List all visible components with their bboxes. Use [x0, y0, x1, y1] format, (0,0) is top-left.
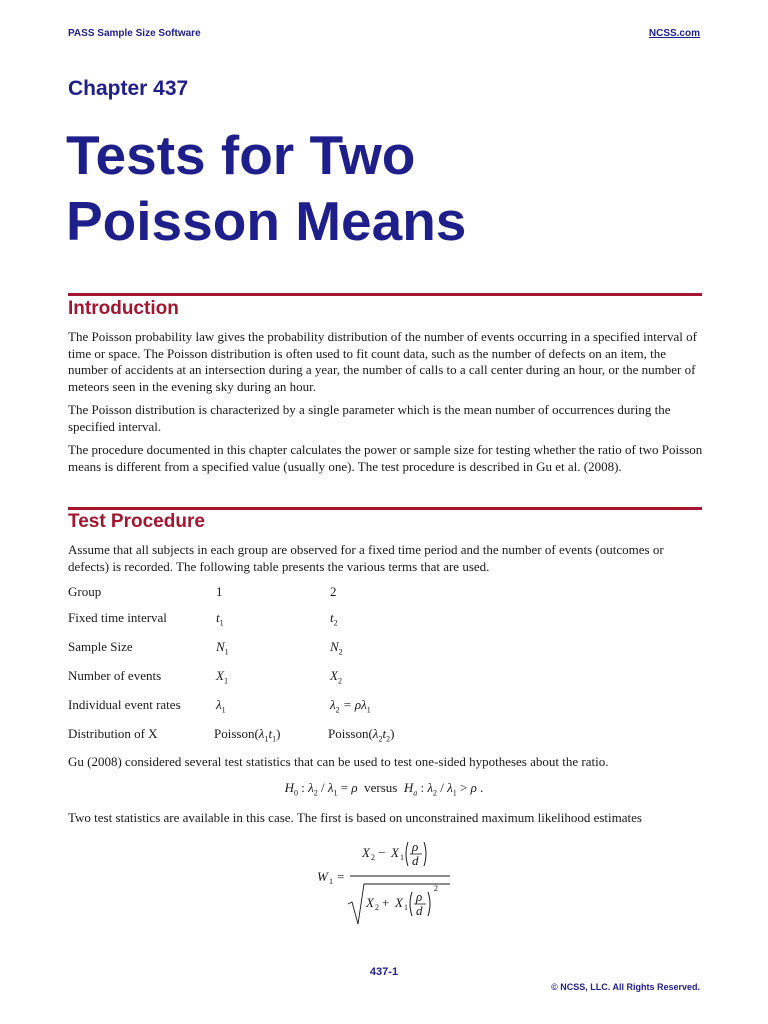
svg-text:X: X — [362, 845, 370, 860]
title-line-2: Poisson Means — [66, 190, 467, 252]
row-label: Sample Size — [68, 639, 133, 654]
svg-text:2: 2 — [375, 903, 379, 912]
chapter-label: Chapter 437 — [68, 77, 189, 100]
symbol-lambda1: $\lambda_1$ — [216, 697, 226, 715]
poisson-group-1: $Poisson(\lambda_1t_1)$ — [214, 726, 281, 744]
row-label: Number of events — [68, 668, 162, 683]
row-label: Fixed time interval — [68, 610, 167, 625]
row-label: Group — [68, 584, 102, 599]
section-rule-introduction — [68, 293, 702, 296]
title-line-1: Tests for Two — [66, 124, 416, 186]
row-label: Individual event rates — [68, 697, 181, 712]
group-1-header: 1 — [216, 584, 223, 599]
hypothesis-equation: $H_0$ : $\lambda_2 / \lambda_1 = \rho$ versus $H_a$ : $\lambda_2 / \lambda_1 > \rho$ . — [284, 780, 484, 798]
svg-text:ρ: ρ — [412, 839, 419, 854]
poisson-group-2: $Poisson(\lambda_2t_2)$ — [328, 726, 395, 744]
symbol-lambda2-eq: $\lambda_2 = \rho\lambda_1$ — [330, 697, 371, 715]
svg-text:ρ: ρ — [416, 889, 423, 904]
svg-text:W: W — [317, 869, 328, 884]
svg-text:d: d — [416, 903, 423, 918]
svg-text:−: − — [378, 845, 386, 860]
section-rule-test-procedure — [68, 507, 702, 510]
gu-paragraph: Gu (2008) considered several test statistics that can be used to test one-sided hypotheses about the ratio. — [68, 754, 609, 769]
svg-text:X: X — [391, 845, 399, 860]
header-software-name: PASS Sample Size Software — [68, 28, 201, 39]
svg-text:1: 1 — [400, 853, 404, 862]
table-row-event-rates — [68, 697, 708, 723]
page-title — [66, 122, 466, 254]
table-row-group — [68, 584, 708, 610]
table-row-sample-size — [68, 639, 708, 665]
svg-text:1: 1 — [329, 877, 333, 886]
page-number: 437-1 — [369, 966, 399, 978]
table-row-distribution — [68, 726, 708, 752]
w1-formula — [312, 832, 462, 928]
symbol-t2: $t_2$ — [330, 610, 338, 628]
symbol-n2: $N_2$ — [330, 639, 343, 657]
svg-text:2: 2 — [371, 853, 375, 862]
intro-paragraph-2: The Poisson distribution is characterized by a single parameter which is the mean number of occurrences during the specified interval. — [68, 402, 671, 434]
symbol-n1: $N_1$ — [216, 639, 229, 657]
symbol-x2: $X_2$ — [330, 668, 342, 686]
versus-word: versus — [364, 780, 398, 795]
header-site-link[interactable]: NCSS.com — [648, 28, 700, 39]
intro-paragraph-3: The procedure documented in this chapter calculates the power or sample size for testing whether the ratio of two Poisson means is different from a specified value (usually one). The test procedure is described in Gu et al. (2008). — [68, 442, 703, 474]
svg-text:=: = — [337, 869, 345, 884]
row-label: Distribution of X — [68, 726, 158, 741]
svg-text:2: 2 — [434, 884, 438, 893]
group-2-header: 2 — [330, 584, 337, 599]
table-row-events — [68, 668, 708, 694]
svg-text:d: d — [412, 853, 419, 868]
symbol-t1: $t_1$ — [216, 610, 224, 628]
copyright-notice: © NCSS, LLC. All Rights Reserved. — [551, 982, 700, 992]
section-heading-introduction: Introduction — [68, 298, 179, 319]
svg-text:1: 1 — [404, 903, 408, 912]
svg-text:+: + — [382, 895, 390, 910]
intro-paragraph-1: The Poisson probability law gives the probability distribution of the number of events occurring in a specified interval of time or space. The Poisson distribution is often used to fit count data, such as the number of defects on an item, the number of accidents at an intersection during a year, the number of calls to a call center during an hour, or the number of meteors seen in the evening sky during an hour. — [68, 329, 697, 394]
test-stats-paragraph: Two test statistics are available in this case. The first is based on unconstrained maximum likelihood estimates — [68, 810, 642, 825]
section-heading-test-procedure: Test Procedure — [68, 511, 205, 532]
procedure-intro-paragraph: Assume that all subjects in each group are observed for a fixed time period and the number of events (outcomes or defects) is recorded. The following table presents the various terms that are used. — [68, 542, 664, 574]
symbol-x1: $X_1$ — [216, 668, 228, 686]
svg-text:X: X — [366, 895, 374, 910]
table-row-time-interval — [68, 610, 708, 636]
svg-text:X: X — [395, 895, 403, 910]
